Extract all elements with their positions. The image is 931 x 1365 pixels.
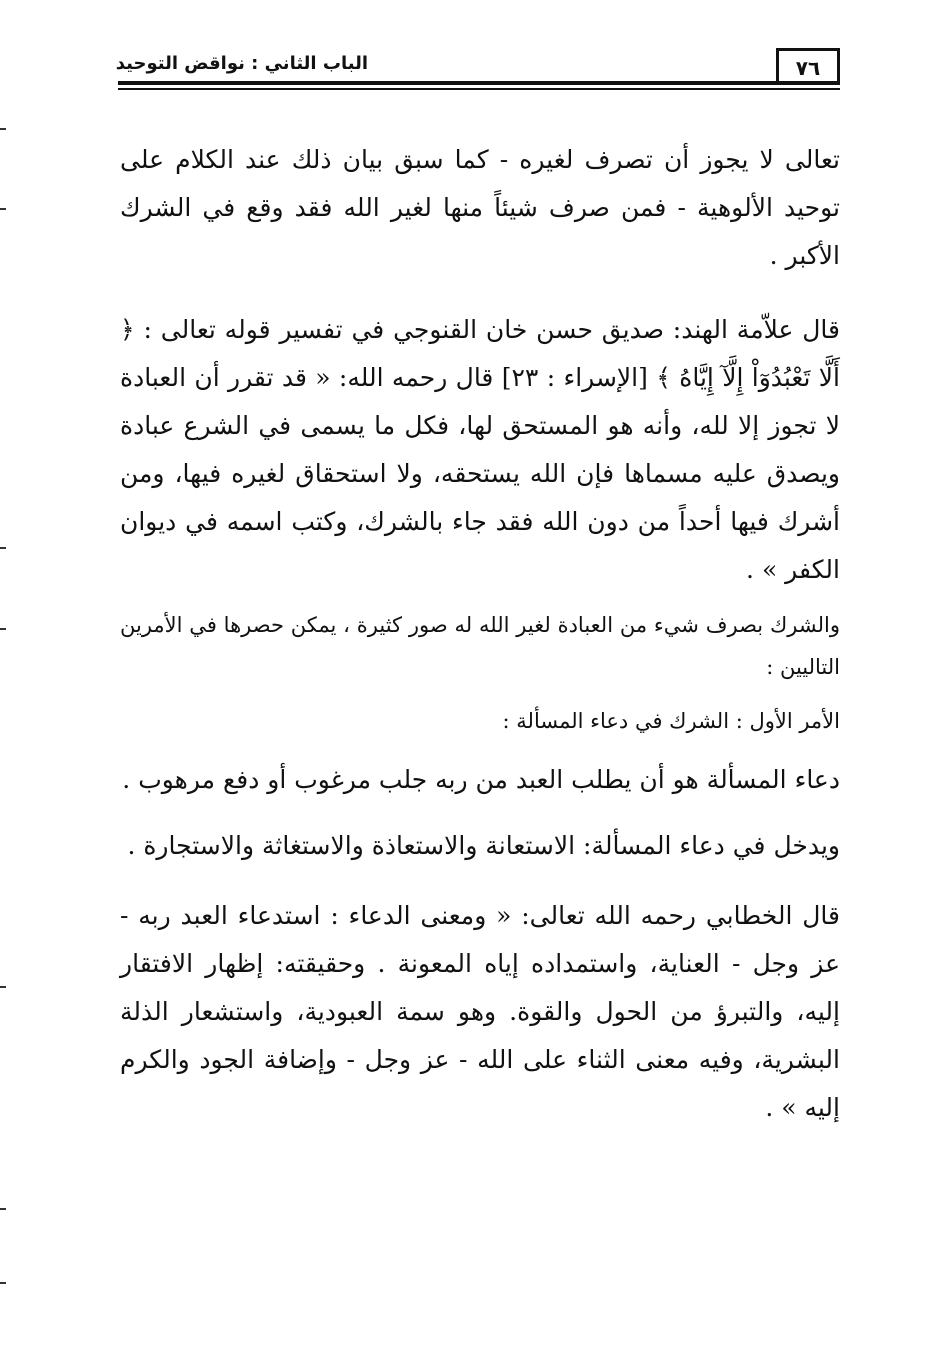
- scan-edge-mark: [0, 128, 6, 130]
- scan-edge-mark: [0, 628, 6, 630]
- chapter-title: الباب الثاني : نواقض التوحيد: [115, 53, 368, 74]
- scan-edge-mark: [0, 986, 6, 988]
- header-rule-thin: [118, 88, 840, 90]
- paragraph-shirk-akbar: تعالى لا يجوز أن تصرف لغيره - كما سبق بيان ذلك عند الكلام على توحيد الألوهية - فمن صرف شيئاً منها لغير الله فقد وقع في الشرك الأكبر .: [120, 145, 840, 270]
- paragraph-khattabi-quote: قال الخطابي رحمه الله تعالى: « ومعنى الدعاء : استدعاء العبد ربه - عز وجل - العناية، واستمداده إياه المعونة . وحقيقته: إظهار الافتقار إليه، والتبرؤ من الحول والقوة. وهو سمة العبودية، واستشعار الذلة البشرية، وفيه معنى الثناء على الله - عز وجل - وإضافة الجود والكرم إليه » .: [120, 901, 840, 1122]
- page-number: ٧٦: [776, 48, 840, 84]
- paragraph-forms-of-shirk: والشرك بصرف شيء من العبادة لغير الله له صور كثيرة ، يمكن حصرها في الأمرين التاليين :: [120, 613, 840, 679]
- paragraph-includes: ويدخل في دعاء المسألة: الاستعانة والاستعاذة والاستغاثة والاستجارة .: [127, 831, 840, 860]
- scan-edge-mark: [0, 208, 6, 210]
- scan-edge-mark: [0, 547, 6, 549]
- body-text: [120, 136, 840, 1132]
- scan-edge-mark: [0, 1208, 6, 1210]
- scan-edge-mark: [0, 1282, 6, 1284]
- paragraph-qannuji-quote: قال علاّمة الهند: صديق حسن خان القنوجي في تفسير قوله تعالى : ﴿ أَلَّا تَعْبُدُوٓاْ إِلَّآ إِيَّاهُ ﴾ [الإسراء : ٢٣] قال رحمه الله: « قد تقرر أن العبادة لا تجوز إلا لله، وأنه هو المستحق لها، فكل ما يسمى في الشرع عبادة ويصدق عليه مسماها فإن الله يستحقه، ولا استحقاق لغيره فيها، ومن أشرك فيها أحداً من دون الله فقد جاء بالشرك، وكتب اسمه في ديوان الكفر » .: [120, 315, 841, 584]
- paragraph-definition-dua: دعاء المسألة هو أن يطلب العبد من ربه جلب مرغوب أو دفع مرهوب .: [122, 765, 840, 794]
- header-rule-thick: [118, 81, 840, 85]
- section-heading-first-matter: الأمر الأول : الشرك في دعاء المسألة :: [502, 709, 840, 733]
- running-header: [115, 48, 840, 92]
